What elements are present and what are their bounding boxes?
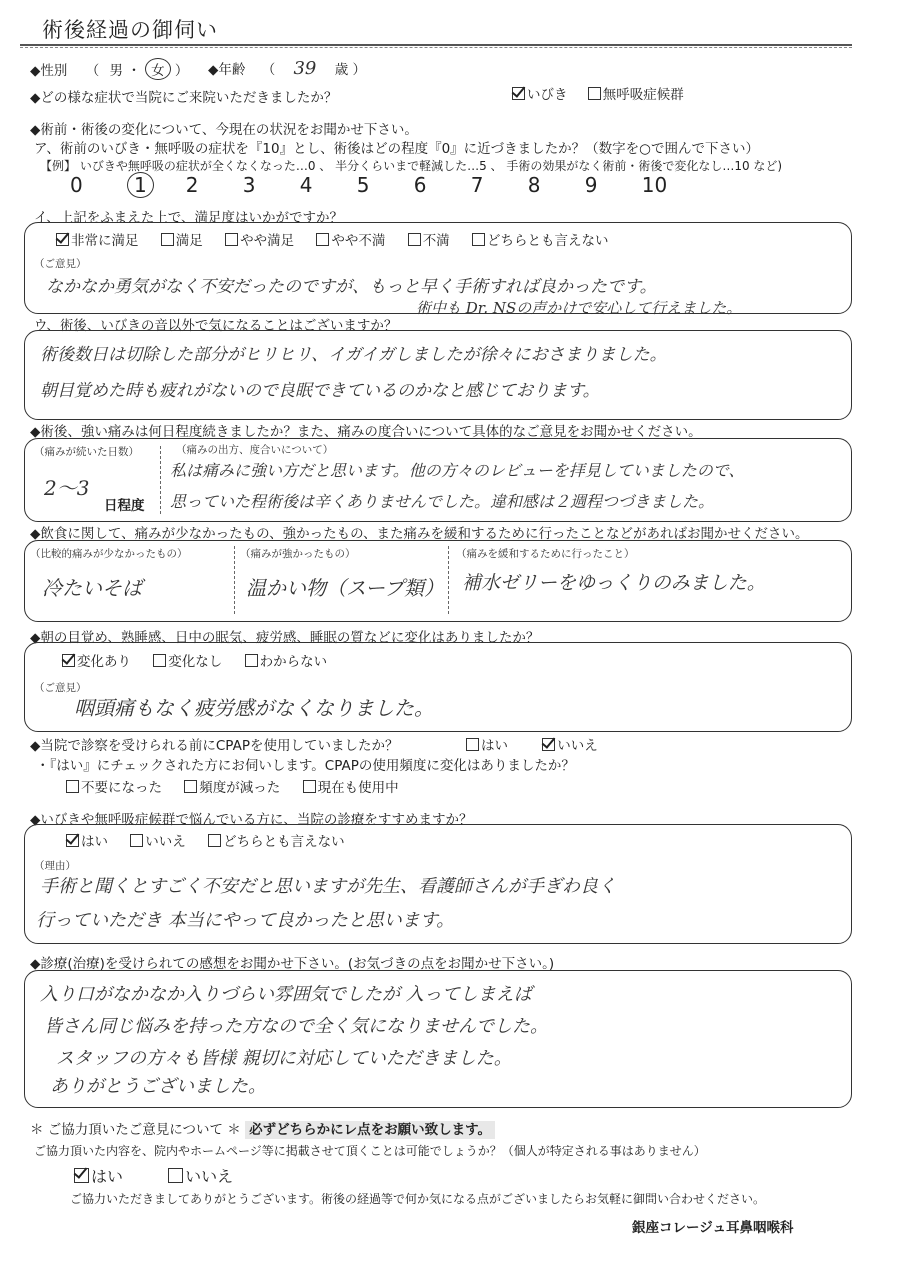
checkbox-apnea[interactable]: [588, 87, 601, 100]
opt-very-satisfied: 非常に満足: [71, 233, 139, 249]
gender-female-selected[interactable]: 女: [145, 58, 171, 80]
food-divider-1: [234, 546, 235, 614]
cpap-unneeded-label: 不要になった: [81, 780, 162, 796]
gender-label: ◆性別: [30, 63, 68, 79]
checkbox-very-satisfied-checked[interactable]: [56, 233, 69, 246]
cpap-sub-options: [66, 776, 399, 796]
scale-6[interactable]: 6: [413, 173, 427, 197]
checkbox-cpap-yes[interactable]: [466, 738, 479, 751]
age-open: （: [261, 62, 276, 78]
recommend-neither-label: どちらとも言えない: [223, 834, 345, 850]
title-underline: [20, 44, 852, 46]
scale-10[interactable]: 10: [641, 173, 668, 197]
scale-1-selected[interactable]: 1: [127, 172, 154, 198]
opt-no-change: 変化なし: [168, 654, 223, 670]
food-col2-label: （痛みが強かったもの）: [240, 548, 356, 560]
scale-7[interactable]: 7: [470, 173, 484, 197]
scale-row: [70, 172, 699, 198]
pain-days-value[interactable]: 2～3: [44, 476, 90, 500]
checkbox-no-change[interactable]: [153, 654, 166, 667]
satisfaction-question: イ、上記をふまえた上で、満足度はいかがですか？: [34, 210, 344, 226]
pain-degree-2[interactable]: 思っていた程術後は辛くありませんでした。違和感は２週程つづきました。: [170, 492, 715, 511]
title-underline-dashed: [20, 47, 852, 48]
opt-unknown: わからない: [259, 654, 328, 670]
impression-answer-1[interactable]: 入り口がなかなか入りづらい雰囲気でしたが 入ってしまえば: [40, 984, 532, 1005]
impression-answer-4[interactable]: ありがとうございました。: [50, 1076, 266, 1097]
age-row: [208, 58, 366, 79]
gender-open: （: [85, 63, 100, 79]
scale-0[interactable]: 0: [70, 173, 83, 197]
other-answer-2[interactable]: 朝目覚めた時も疲れがないので良眠できているのかなと感じております。: [40, 381, 600, 401]
change-sub-a: ア、術前のいびき・無呼吸の症状を『10』とし、術後はどの程度『0』に近づきましたか？（数字を○で囲んで下さい）: [34, 141, 759, 157]
other-question: ウ、術後、いびきの音以外で気になることはございますか？: [34, 318, 398, 334]
checkbox-satisfied[interactable]: [161, 233, 174, 246]
change-question: ◆術前・術後の変化について、今現在の状況をお聞かせ下さい。: [30, 122, 418, 138]
food-col3-value[interactable]: 補水ゼリーをゆっくりのみました。: [462, 572, 766, 594]
sleep-options: [62, 650, 327, 670]
checkbox-publish-no[interactable]: [168, 1168, 183, 1183]
opt-somewhat-unsatisfied: やや不満: [331, 233, 386, 249]
change-example: 【例】 いびきや無呼吸の症状が全くなくなった…0 、 半分くらいまで軽減した…5 、 手術の効果がなく術前・術後で変化なし…10 など): [40, 159, 783, 173]
age-value[interactable]: 39: [293, 58, 317, 79]
satisfaction-options: [56, 229, 608, 249]
checkbox-cpap-no-checked[interactable]: [542, 738, 555, 751]
recommend-options: [66, 830, 345, 850]
cpap-no-label: いいえ: [557, 738, 598, 754]
checkbox-snoring-checked[interactable]: [512, 87, 525, 100]
pain-degree-label: （痛みの出方、度合いについて）: [176, 444, 334, 456]
satisfaction-opinion-label: （ご意見）: [34, 258, 87, 270]
sleep-opinion-label: （ご意見）: [34, 682, 87, 694]
pain-days-unit: 日程度: [104, 498, 145, 514]
checkbox-recommend-neither[interactable]: [208, 834, 221, 847]
impression-answer-3[interactable]: スタッフの方々も皆様 親切に対応していただきました。: [56, 1048, 512, 1069]
scale-3[interactable]: 3: [242, 173, 256, 197]
food-col3-label: （痛みを緩和するために行ったこと）: [456, 548, 635, 560]
gender-male[interactable]: 男: [109, 63, 123, 79]
impression-answer-2[interactable]: 皆さん同じ悩みを持った方なので全く気になりませんでした。: [44, 1016, 548, 1037]
recommend-answer-1[interactable]: 手術と聞くとすごく不安だと思いますが先生、看護師さんが手ぎわ良く: [40, 876, 616, 897]
pain-divider: [160, 446, 161, 514]
age-unit: 歳: [334, 62, 349, 78]
checkbox-somewhat-unsatisfied[interactable]: [316, 233, 329, 246]
publish-no-label: いいえ: [185, 1167, 234, 1186]
age-label: ◆年齢: [208, 62, 246, 78]
cpap-reduced-label: 頻度が減った: [199, 780, 281, 796]
opt-somewhat-satisfied: やや満足: [240, 233, 295, 249]
recommend-answer-2[interactable]: 行っていただき 本当にやって良かったと思います。: [36, 910, 455, 931]
cpap-options: [466, 734, 598, 754]
checkbox-recommend-no[interactable]: [130, 834, 143, 847]
footer-question: ご協力頂いた内容を、院内やホームページ等に掲載させて頂くことは可能でしょうか？（個人が特定される事はありません）: [34, 1144, 706, 1158]
checkbox-unsatisfied[interactable]: [408, 233, 421, 246]
cpap-yes-label: はい: [481, 738, 508, 754]
checkbox-somewhat-satisfied[interactable]: [225, 233, 238, 246]
checkbox-publish-yes-checked[interactable]: [74, 1168, 89, 1183]
gender-sep: ・: [127, 63, 141, 79]
clinic-name: 銀座コレージュ耳鼻咽喉科: [632, 1220, 794, 1236]
pain-question: ◆術後、強い痛みは何日程度続きましたか？また、痛みの度合いについて具体的なご意見をお聞かせください。: [30, 424, 702, 440]
footer-note-bold: 必ずどちらかにレ点をお願い致します。: [245, 1121, 495, 1139]
checkbox-cpap-reduced[interactable]: [184, 780, 197, 793]
recommend-reason-label: （理由）: [34, 860, 76, 872]
page-title: 術後経過の御伺い: [42, 18, 218, 42]
recommend-yes-label: はい: [81, 834, 108, 850]
satisfaction-answer[interactable]: なかなか勇気がなく不安だったのですが、もっと早く手術すれば良かったです。: [46, 277, 657, 297]
cpap-question: ◆当院で診察を受けられる前にCPAPを使用していましたか？: [30, 738, 399, 754]
checkbox-neither[interactable]: [472, 233, 485, 246]
food-col1-value[interactable]: 冷たいそば: [42, 576, 142, 600]
opt-unsatisfied: 不満: [422, 233, 450, 249]
footer-note: [30, 1118, 495, 1138]
food-col2-value[interactable]: 温かい物（スープ類）: [246, 576, 444, 600]
scale-2[interactable]: 2: [185, 173, 199, 197]
opt-neither: どちらとも言えない: [486, 233, 609, 249]
cpap-still-using-label: 現在も使用中: [317, 780, 399, 796]
recommend-question: ◆いびきや無呼吸症候群で悩んでいる方に、当院の診療をすすめますか？: [30, 812, 473, 828]
footer-note-left: ＊ ご協力頂いたご意見について ＊: [30, 1122, 241, 1138]
recommend-no-label: いいえ: [145, 834, 186, 850]
scale-5[interactable]: 5: [356, 173, 370, 197]
footer-thanks: ご協力いただきましてありがとうございます。術後の経過等で何か気になる点がございましたらお気軽に御問い合わせください。: [70, 1192, 766, 1206]
pain-degree-1[interactable]: 私は痛みに強い方だと思います。他の方々のレビューを拝見していましたので、: [170, 461, 745, 480]
gender-row: [30, 58, 188, 80]
symptom-question: ◆どの様な症状で当院にご来院いただきましたか？: [30, 90, 338, 106]
publish-yes-label: はい: [91, 1167, 124, 1186]
pain-days-label: （痛みが続いた日数）: [34, 446, 139, 458]
age-close: ）: [352, 62, 366, 78]
checkbox-cpap-unneeded[interactable]: [66, 780, 79, 793]
opt-satisfied: 満足: [175, 233, 203, 249]
scale-9[interactable]: 9: [584, 173, 598, 197]
scale-8[interactable]: 8: [527, 173, 541, 197]
other-side-answer[interactable]: 術中も Dr. NSの声かけで安心して行えました。: [416, 299, 742, 317]
food-divider-2: [448, 546, 449, 614]
opt-changed: 変化あり: [77, 654, 131, 670]
snoring-label: いびき: [527, 87, 568, 103]
food-col1-label: （比較的痛みが少なかったもの）: [30, 548, 188, 560]
checkbox-recommend-yes-checked[interactable]: [66, 834, 79, 847]
impression-question: ◆診療(治療)を受けられての感想をお聞かせ下さい。(お気づきの点をお聞かせ下さい。): [30, 956, 555, 972]
checkbox-changed-checked[interactable]: [62, 654, 75, 667]
other-answer-1[interactable]: 術後数日は切除した部分がヒリヒリ、イガイガしましたが徐々におさまりました。: [40, 345, 667, 365]
footer-options: [74, 1164, 233, 1187]
checkbox-unknown[interactable]: [245, 654, 258, 667]
sleep-question: ◆朝の目覚め、熟睡感、日中の眠気、疲労感、睡眠の質などに変化はありましたか？: [30, 630, 540, 646]
symptom-options: [512, 83, 684, 103]
apnea-label: 無呼吸症候群: [602, 87, 684, 103]
food-question: ◆飲食に関して、痛みが少なかったもの、強かったもの、また痛みを緩和するために行ったことなどがあればお聞かせください。: [30, 526, 809, 542]
scale-4[interactable]: 4: [299, 173, 313, 197]
checkbox-cpap-still-using[interactable]: [303, 780, 316, 793]
sleep-answer[interactable]: 咽頭痛もなく疲労感がなくなりました。: [74, 696, 434, 720]
cpap-sub-question: ・『はい』にチェックされた方にお伺いします。CPAPの使用頻度に変化はありましたか？: [36, 758, 575, 774]
gender-close: ）: [174, 63, 189, 79]
